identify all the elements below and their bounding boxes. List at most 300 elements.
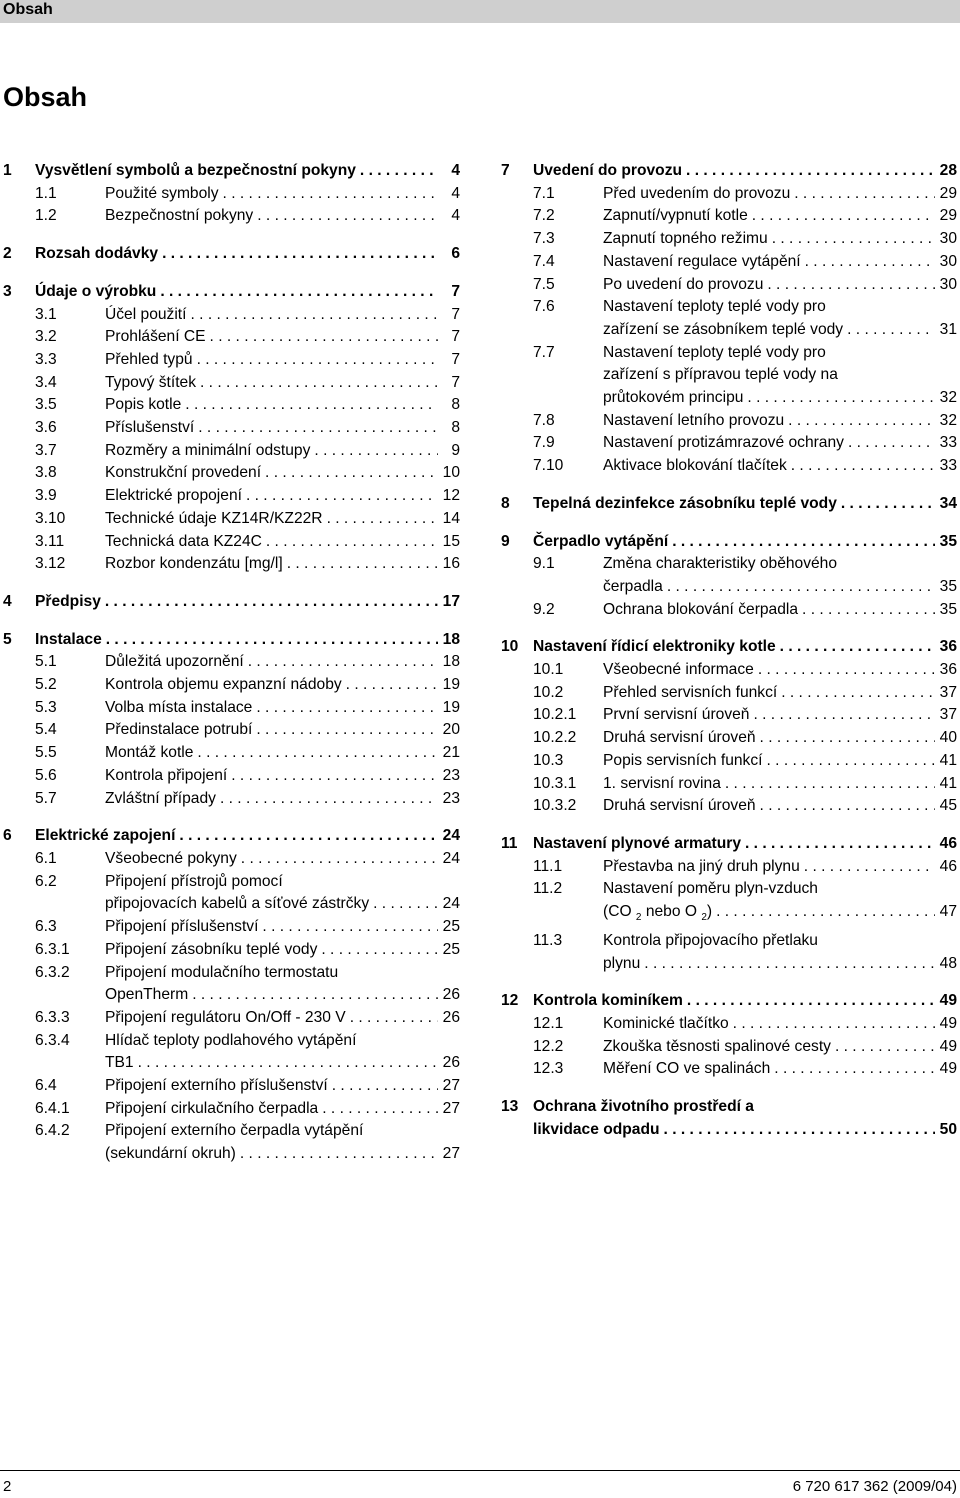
toc-entry-continuation[interactable] xyxy=(501,387,957,410)
entry-title: Před uvedením do provozu xyxy=(603,184,791,202)
toc-section-entry[interactable] xyxy=(501,1013,957,1036)
toc-section-entry[interactable] xyxy=(501,878,957,901)
entry-title: Montáž kotle xyxy=(105,744,194,762)
entry-label-wrap xyxy=(105,962,460,985)
toc-entry-continuation[interactable] xyxy=(501,319,957,342)
entry-title: Popis servisních funkcí xyxy=(603,751,763,769)
entry-label-wrap xyxy=(603,1036,957,1059)
entry-number: 3.8 xyxy=(35,464,57,482)
dot-leader xyxy=(287,553,438,576)
entry-label-wrap xyxy=(105,719,460,742)
toc-section-entry[interactable] xyxy=(3,372,460,395)
entry-page-number: 34 xyxy=(939,494,957,512)
page-title: Obsah xyxy=(3,82,88,112)
entry-title: Typový štítek xyxy=(105,373,196,391)
entry-label-wrap xyxy=(603,228,957,251)
entry-number: 7.5 xyxy=(533,275,555,293)
toc-section-entry[interactable] xyxy=(3,697,460,720)
dot-leader xyxy=(262,916,438,939)
entry-number: 6.4.1 xyxy=(35,1099,70,1117)
entry-label-wrap xyxy=(105,394,460,417)
entry-label-wrap xyxy=(603,878,957,901)
dot-leader xyxy=(802,599,935,622)
entry-label-wrap xyxy=(603,410,957,433)
entry-number: 7.1 xyxy=(533,184,555,202)
entry-title: Hlídač teploty podlahového vytápění xyxy=(105,1031,357,1049)
toc-section-entry[interactable] xyxy=(3,1120,460,1143)
toc-chapter-block xyxy=(501,636,957,818)
entry-page-number: 29 xyxy=(939,207,957,225)
entry-number: 5.4 xyxy=(35,721,57,739)
toc-section-entry[interactable] xyxy=(3,871,460,894)
toc-section-entry[interactable] xyxy=(501,750,957,773)
toc-entry-continuation[interactable] xyxy=(501,1119,957,1142)
entry-title: Připojení modulačního termostatu xyxy=(105,963,339,981)
toc-entry-continuation[interactable] xyxy=(3,1052,460,1075)
entry-page-number: 37 xyxy=(939,683,957,701)
entry-page-number: 24 xyxy=(442,849,460,867)
entry-label-wrap xyxy=(105,1120,460,1143)
entry-label-wrap xyxy=(533,990,957,1013)
dot-leader xyxy=(321,939,438,962)
entry-number: 7.9 xyxy=(533,434,555,452)
entry-page-number: 31 xyxy=(939,320,957,338)
toc-section-entry[interactable] xyxy=(3,848,460,871)
entry-label-wrap xyxy=(105,183,460,206)
entry-page-number: 23 xyxy=(442,766,460,784)
dot-leader xyxy=(220,788,438,811)
toc-section-entry[interactable] xyxy=(3,1007,460,1030)
toc-section-entry[interactable] xyxy=(3,394,460,417)
entry-page-number: 48 xyxy=(939,954,957,972)
toc-section-entry[interactable] xyxy=(3,1030,460,1053)
entry-title: Popis kotle xyxy=(105,396,182,414)
toc-chapter-block xyxy=(501,160,957,478)
dot-leader xyxy=(160,281,438,304)
toc-section-entry[interactable] xyxy=(3,462,460,485)
toc-chapter-block xyxy=(3,160,460,228)
toc-right-column xyxy=(501,160,957,1157)
entry-label-wrap xyxy=(603,432,957,455)
entry-page-number: 14 xyxy=(442,509,460,527)
entry-label-wrap xyxy=(603,251,957,274)
entry-title: Technická data KZ24C xyxy=(105,532,262,550)
entry-page-number: 27 xyxy=(442,1145,460,1163)
toc-section-entry[interactable] xyxy=(3,553,460,576)
entry-label-wrap xyxy=(105,1030,460,1053)
toc-section-entry[interactable] xyxy=(501,1058,957,1081)
entry-page-number: 7 xyxy=(451,328,460,346)
entry-page-number: 4 xyxy=(451,162,460,179)
toc-section-entry[interactable] xyxy=(3,349,460,372)
toc-section-entry[interactable] xyxy=(501,773,957,796)
entry-number: 10.1 xyxy=(533,661,564,679)
entry-number: 7.7 xyxy=(533,343,555,361)
entry-number: 10.2.2 xyxy=(533,729,577,747)
dot-leader xyxy=(794,183,935,206)
toc-chapter-entry[interactable] xyxy=(3,160,460,183)
toc-section-entry[interactable] xyxy=(3,417,460,440)
entry-page-number: 19 xyxy=(442,676,460,694)
entry-page-number: 49 xyxy=(939,1015,957,1033)
entry-page-number: 4 xyxy=(451,207,460,225)
toc-entry-continuation[interactable] xyxy=(3,893,460,916)
entry-page-number: 20 xyxy=(442,721,460,739)
entry-label-wrap xyxy=(105,1075,460,1098)
toc-section-entry[interactable] xyxy=(501,205,957,228)
toc-section-entry[interactable] xyxy=(3,1075,460,1098)
toc-section-entry[interactable] xyxy=(3,183,460,206)
entry-title: Zvláštní případy xyxy=(105,789,216,807)
toc-section-entry[interactable] xyxy=(3,788,460,811)
entry-label-wrap xyxy=(603,183,957,206)
dot-leader xyxy=(766,750,935,773)
toc-section-entry[interactable] xyxy=(501,704,957,727)
entry-page-number: 26 xyxy=(442,1008,460,1026)
toc-entry-continuation[interactable] xyxy=(501,364,957,387)
entry-title: Připojení zásobníku teplé vody xyxy=(105,940,318,958)
entry-number: 12 xyxy=(501,992,519,1010)
toc-section-entry[interactable] xyxy=(3,326,460,349)
entry-page-number: 35 xyxy=(939,577,957,595)
entry-page-number: 16 xyxy=(442,555,460,573)
entry-number: 3 xyxy=(3,282,12,300)
entry-number: 12.3 xyxy=(533,1060,564,1078)
toc-chapter-entry[interactable] xyxy=(501,493,957,516)
entry-label-wrap xyxy=(603,553,957,576)
entry-title: Aktivace blokování tlačítek xyxy=(603,457,787,475)
dot-leader xyxy=(733,1013,935,1036)
dot-leader xyxy=(753,704,935,727)
entry-title: Rozměry a minimální odstupy xyxy=(105,441,311,459)
dot-leader xyxy=(686,160,935,183)
dot-leader xyxy=(780,636,935,659)
toc-chapter-block xyxy=(3,825,460,1166)
toc-section-entry[interactable] xyxy=(501,410,957,433)
toc-chapter-entry[interactable] xyxy=(3,825,460,848)
toc-section-entry[interactable] xyxy=(501,599,957,622)
dot-leader xyxy=(223,183,438,206)
entry-title: Ochrana životního prostředí a xyxy=(533,1098,754,1116)
toc-section-entry[interactable] xyxy=(3,916,460,939)
entry-number: 7.4 xyxy=(533,252,555,270)
entry-page-number: 26 xyxy=(442,1054,460,1072)
entry-page-number: 36 xyxy=(939,661,957,679)
toc-section-entry[interactable] xyxy=(501,795,957,818)
entry-title: Zapnutí/vypnutí kotle xyxy=(603,207,748,225)
entry-page-number: 9 xyxy=(451,441,460,459)
entry-page-number: 25 xyxy=(442,918,460,936)
entry-number: 7.2 xyxy=(533,207,555,225)
entry-page-number: 33 xyxy=(939,457,957,475)
toc-section-entry[interactable] xyxy=(3,742,460,765)
toc-section-entry[interactable] xyxy=(3,205,460,228)
entry-label-wrap xyxy=(603,296,957,319)
toc-section-entry[interactable] xyxy=(3,939,460,962)
entry-title: Připojení příslušenství xyxy=(105,918,259,936)
entry-label-wrap xyxy=(603,704,957,727)
dot-leader xyxy=(725,773,935,796)
entry-title: Důležitá upozornění xyxy=(105,653,244,671)
toc-section-entry[interactable] xyxy=(501,274,957,297)
entry-number: 12.2 xyxy=(533,1037,564,1055)
entry-label-wrap xyxy=(105,508,460,531)
toc-entry-continuation[interactable] xyxy=(501,901,957,930)
toc-chapter-entry[interactable] xyxy=(501,833,957,856)
toc-section-entry[interactable] xyxy=(501,296,957,319)
toc-section-entry[interactable] xyxy=(501,455,957,478)
toc-section-entry[interactable] xyxy=(501,682,957,705)
toc-section-entry[interactable] xyxy=(3,304,460,327)
toc-entry-continuation[interactable] xyxy=(3,984,460,1007)
entry-page-number: 41 xyxy=(939,774,957,792)
toc-section-entry[interactable] xyxy=(3,765,460,788)
entry-label-wrap xyxy=(35,825,460,848)
entry-number: 6.3 xyxy=(35,918,57,936)
toc-section-entry[interactable] xyxy=(501,930,957,953)
entry-page-number: 40 xyxy=(939,729,957,747)
entry-title-continuation: čerpadla xyxy=(603,577,663,595)
dot-leader xyxy=(106,629,438,652)
entry-label-wrap xyxy=(603,901,957,930)
entry-page-number: 25 xyxy=(442,940,460,958)
toc-chapter-entry[interactable] xyxy=(3,629,460,652)
entry-number: 3.6 xyxy=(35,419,57,437)
entry-label-wrap xyxy=(603,659,957,682)
entry-title: Nastavení letního provozu xyxy=(603,411,785,429)
entry-label-wrap xyxy=(35,243,460,266)
toc-chapter-entry[interactable] xyxy=(3,281,460,304)
entry-number: 3.2 xyxy=(35,328,57,346)
entry-label-wrap xyxy=(603,342,957,365)
entry-title: Konstrukční provedení xyxy=(105,464,262,482)
entry-title: Připojení regulátoru On/Off - 230 V xyxy=(105,1008,346,1026)
dot-leader xyxy=(373,893,438,916)
entry-title: Čerpadlo vytápění xyxy=(533,532,669,550)
entry-title: Kontrola připojení xyxy=(105,766,228,784)
toc-section-entry[interactable] xyxy=(501,228,957,251)
entry-label-wrap xyxy=(105,349,460,372)
toc-section-entry[interactable] xyxy=(501,183,957,206)
toc-chapter-block xyxy=(501,833,957,975)
entry-page-number: 12 xyxy=(442,487,460,505)
entry-number: 10.3.1 xyxy=(533,774,577,792)
entry-title-continuation: likvidace odpadu xyxy=(533,1120,660,1138)
toc-section-entry[interactable] xyxy=(3,1098,460,1121)
entry-number: 11.1 xyxy=(533,857,563,875)
dot-leader xyxy=(350,1007,438,1030)
entry-title: Připojení externího příslušenství xyxy=(105,1077,328,1095)
toc-section-entry[interactable] xyxy=(3,962,460,985)
entry-title: Nastavení protizámrazové ochrany xyxy=(603,434,844,452)
entry-title: Měření CO ve spalinách xyxy=(603,1060,771,1078)
entry-number: 10 xyxy=(501,638,519,656)
entry-title: Nastavení řídicí elektroniky kotle xyxy=(533,638,776,656)
entry-page-number: 35 xyxy=(939,600,957,618)
entry-title-continuation: zařízení se zásobníkem teplé vody xyxy=(603,320,844,338)
dot-leader xyxy=(197,349,438,372)
entry-title: Rozbor kondenzátu [mg/l] xyxy=(105,555,283,573)
entry-page-number: 17 xyxy=(442,592,460,610)
toc-entry-continuation[interactable] xyxy=(501,953,957,976)
toc-chapter-entry[interactable] xyxy=(501,990,957,1013)
toc-chapter-entry[interactable] xyxy=(3,243,460,266)
entry-label-wrap xyxy=(533,833,957,856)
entry-page-number: 29 xyxy=(939,184,957,202)
entry-label-wrap xyxy=(105,651,460,674)
dot-leader xyxy=(322,1098,438,1121)
toc-section-entry[interactable] xyxy=(3,719,460,742)
dot-leader xyxy=(774,1058,935,1081)
entry-page-number: 27 xyxy=(442,1099,460,1117)
dot-leader xyxy=(848,432,935,455)
entry-page-number: 37 xyxy=(939,706,957,724)
toc-section-entry[interactable] xyxy=(3,508,460,531)
entry-number: 10.2 xyxy=(533,683,564,701)
toc-section-entry[interactable] xyxy=(501,727,957,750)
entry-title: Přestavba na jiný druh plynu xyxy=(603,857,800,875)
entry-label-wrap xyxy=(603,682,957,705)
entry-page-number: 24 xyxy=(442,827,460,845)
toc-chapter-entry[interactable] xyxy=(3,591,460,614)
entry-label-wrap xyxy=(603,274,957,297)
entry-page-number: 36 xyxy=(939,638,957,656)
dot-leader xyxy=(667,576,935,599)
entry-number: 5.1 xyxy=(35,653,57,671)
entry-label-wrap xyxy=(533,493,957,516)
toc-chapter-entry[interactable] xyxy=(501,531,957,554)
toc-entry-continuation[interactable] xyxy=(3,1143,460,1166)
entry-label-wrap xyxy=(105,742,460,765)
toc-section-entry[interactable] xyxy=(501,659,957,682)
entry-label-wrap xyxy=(533,636,957,659)
toc-chapter-entry[interactable] xyxy=(501,1096,957,1119)
entry-title: Připojení externího čerpadla vytápění xyxy=(105,1122,364,1140)
entry-page-number: 8 xyxy=(451,396,460,414)
entry-title: První servisní úroveň xyxy=(603,706,750,724)
entry-label-wrap xyxy=(105,1143,460,1166)
entry-label-wrap xyxy=(105,372,460,395)
entry-page-number: 21 xyxy=(442,744,460,762)
dot-leader xyxy=(192,984,438,1007)
entry-label-wrap xyxy=(105,440,460,463)
entry-title: Bezpečnostní pokyny xyxy=(105,207,254,225)
dot-leader xyxy=(745,833,935,856)
entry-title: Kontrola kominíkem xyxy=(533,992,683,1010)
entry-label-wrap xyxy=(603,773,957,796)
toc-section-entry[interactable] xyxy=(3,485,460,508)
entry-number: 6.3.3 xyxy=(35,1008,70,1026)
entry-page-number: 24 xyxy=(442,895,460,913)
entry-label-wrap xyxy=(35,281,460,304)
header-label: Obsah xyxy=(3,1,53,18)
toc-chapter-entry[interactable] xyxy=(501,636,957,659)
dot-leader xyxy=(197,742,438,765)
toc-section-entry[interactable] xyxy=(3,440,460,463)
entry-page-number: 4 xyxy=(451,184,460,202)
toc-left-column xyxy=(3,160,460,1181)
entry-page-number: 47 xyxy=(939,903,957,921)
dot-leader xyxy=(747,387,935,410)
entry-page-number: 7 xyxy=(451,282,460,300)
entry-label-wrap xyxy=(603,1013,957,1036)
entry-number: 4 xyxy=(3,592,12,610)
entry-label-wrap xyxy=(603,727,957,750)
entry-label-wrap xyxy=(603,795,957,818)
entry-title: Připojení přístrojů pomocí xyxy=(105,872,283,890)
entry-title: Předpisy xyxy=(35,592,101,610)
dot-leader xyxy=(246,485,438,508)
dot-leader xyxy=(644,953,935,976)
entry-title-continuation: plynu xyxy=(603,954,641,972)
dot-leader xyxy=(760,727,935,750)
entry-title: Zapnutí topného režimu xyxy=(603,230,768,248)
entry-number: 9 xyxy=(501,532,510,550)
entry-title: Tepelná dezinfekce zásobníku teplé vody xyxy=(533,494,837,512)
entry-title: Druhá servisní úroveň xyxy=(603,797,756,815)
entry-number: 8 xyxy=(501,494,510,512)
dot-leader xyxy=(198,417,438,440)
dot-leader xyxy=(752,205,935,228)
toc-section-entry[interactable] xyxy=(3,674,460,697)
entry-label-wrap xyxy=(603,953,957,976)
toc-section-entry[interactable] xyxy=(501,432,957,455)
entry-label-wrap xyxy=(105,939,460,962)
dot-leader xyxy=(360,160,438,183)
toc-section-entry[interactable] xyxy=(501,553,957,576)
entry-title: Všeobecné pokyny xyxy=(105,849,237,867)
toc-section-entry[interactable] xyxy=(3,651,460,674)
entry-number: 5.5 xyxy=(35,744,57,762)
dot-leader xyxy=(332,1075,438,1098)
entry-number: 13 xyxy=(501,1098,519,1116)
toc-entry-continuation[interactable] xyxy=(501,576,957,599)
entry-title: Použité symboly xyxy=(105,184,219,202)
entry-title: Rozsah dodávky xyxy=(35,245,159,263)
entry-page-number: 7 xyxy=(451,373,460,391)
entry-number: 3.5 xyxy=(35,396,57,414)
entry-title-continuation: (sekundární okruh) xyxy=(105,1145,236,1163)
footer-page-number: 2 xyxy=(3,1478,12,1495)
entry-number: 5.2 xyxy=(35,676,57,694)
dot-leader xyxy=(241,848,438,871)
toc-section-entry[interactable] xyxy=(501,856,957,879)
entry-number: 3.10 xyxy=(35,509,66,527)
entry-label-wrap xyxy=(105,848,460,871)
toc-chapter-entry[interactable] xyxy=(501,160,957,183)
entry-label-wrap xyxy=(35,160,460,183)
entry-number: 6.3.2 xyxy=(35,963,70,981)
dot-leader xyxy=(265,462,438,485)
entry-title: Prohlášení CE xyxy=(105,328,206,346)
entry-number: 6.3.4 xyxy=(35,1031,70,1049)
dot-leader xyxy=(804,856,935,879)
entry-title: Elektrické propojení xyxy=(105,487,242,505)
toc-section-entry[interactable] xyxy=(501,342,957,365)
toc-section-entry[interactable] xyxy=(501,251,957,274)
dot-leader xyxy=(256,719,438,742)
toc-section-entry[interactable] xyxy=(501,1036,957,1059)
entry-label-wrap xyxy=(603,205,957,228)
entry-page-number: 49 xyxy=(939,992,957,1010)
toc-section-entry[interactable] xyxy=(3,531,460,554)
entry-label-wrap xyxy=(105,788,460,811)
entry-label-wrap xyxy=(105,417,460,440)
entry-title: Vysvětlení symbolů a bezpečnostní pokyny xyxy=(35,162,356,179)
entry-number: 3.3 xyxy=(35,350,57,368)
entry-number: 1 xyxy=(3,162,12,179)
dot-leader xyxy=(138,1052,438,1075)
